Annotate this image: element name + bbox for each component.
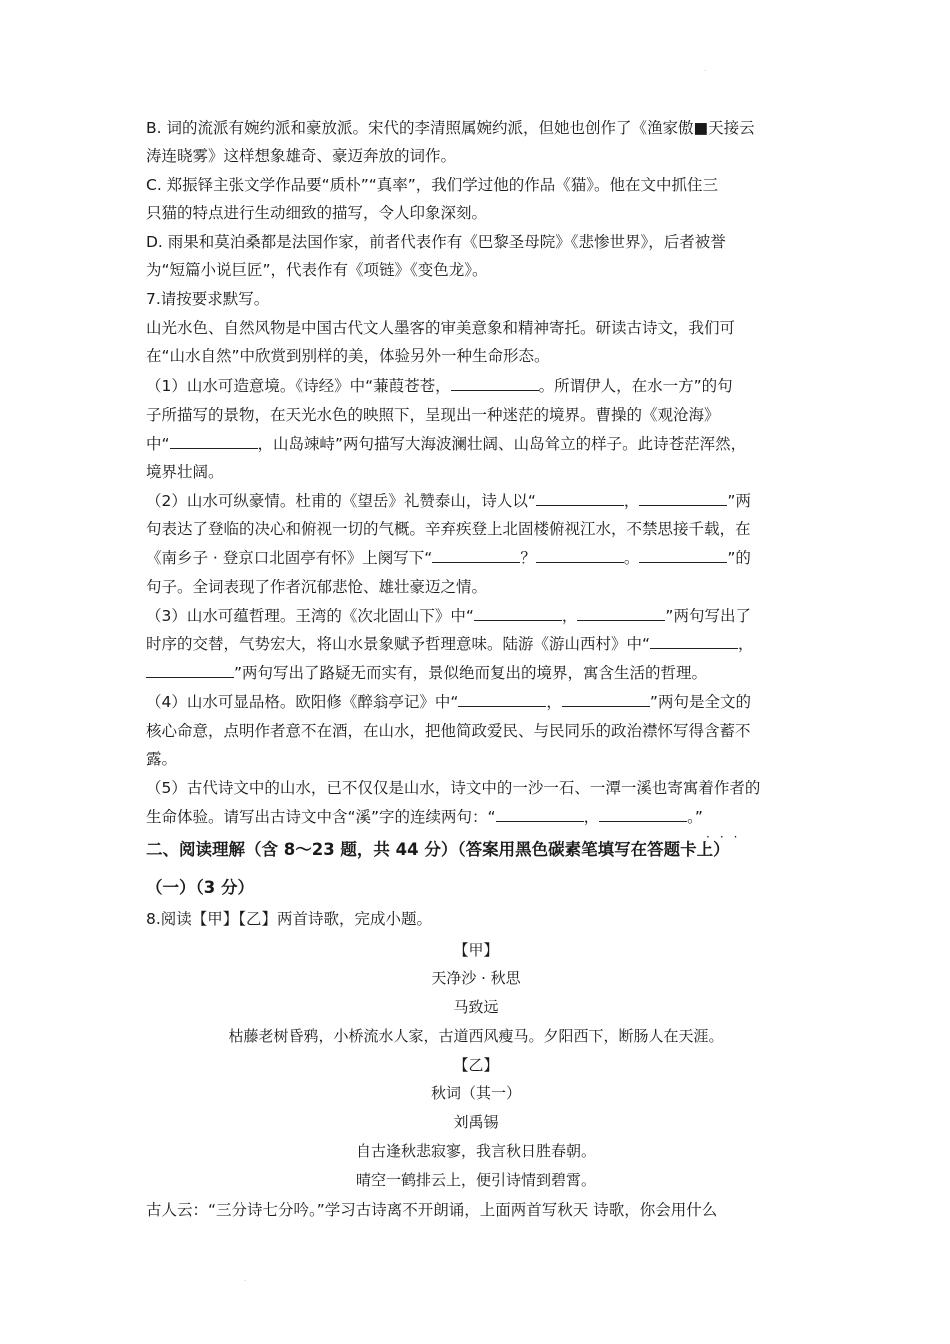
part-1-text: ，山岛竦峙”两句描写大海波澜壮阔、山岛耸立的样子。此诗苍茫浑然，	[257, 435, 747, 453]
part-2-line-1	[146, 491, 806, 511]
subsection-1-heading: （一）（3 分）	[146, 878, 254, 897]
part-1-text: 中“	[146, 435, 170, 453]
intro-line-1: 山光水色、自然风物是中国古代文人墨客的审美意象和精神寄托。研读古诗文，我们可	[146, 319, 736, 337]
part-2-line-3	[146, 548, 806, 568]
answer-blank[interactable]	[536, 491, 624, 506]
answer-blank[interactable]	[496, 807, 584, 822]
option-b-line-2: 涛连晓雾》这样想象雄奇、豪迈奔放的词作。	[146, 147, 457, 165]
part-3-text: 时序的交替，气势宏大，将山水景象赋予哲理意味。陆游《游山西村》中“	[146, 635, 651, 653]
poem-yi-line-2: 晴空一鹤排云上，便引诗情到碧霄。	[355, 1171, 596, 1189]
part-2-text: 。	[623, 549, 640, 567]
part-3-text: ，	[561, 607, 578, 625]
scan-speck: .	[244, 1276, 246, 1283]
part-2-line-2: 句表达了登临的决心和俯视一切的气概。辛弃疾登上北固楼俯视江水，不禁思接千载，在	[146, 520, 751, 538]
poem-yi-line-1: 自古逢秋悲寂寥，我言秋日胜春朝。	[355, 1142, 596, 1160]
poem-yi-label: 【乙】	[453, 1056, 499, 1074]
question-8-title: 8.阅读【甲】【乙】两首诗歌，完成小题。	[146, 910, 433, 928]
poem-jia-label: 【甲】	[453, 941, 499, 959]
bottom-question-line: 古人云：“三分诗七分吟。”学习古诗离不开朗诵，上面两首写秋天 诗歌，你会用什么	[146, 1201, 718, 1219]
answer-blank[interactable]	[170, 434, 258, 449]
part-3-text: ，	[738, 635, 754, 653]
poem-yi-author: 刘禹锡	[453, 1113, 499, 1131]
part-3-line-2	[146, 634, 806, 654]
part-1-line-2: 子所描写的景物，在天光水色的映照下，呈现出一种迷茫的境界。曹操的《观沧海》	[146, 406, 720, 424]
part-4-line-1	[146, 692, 806, 712]
part-2-text: ”两	[727, 492, 751, 510]
part-5-text: 。”	[687, 808, 703, 826]
part-2-text: 《南乡子 · 登京口北固亭有怀》上阕写下“	[146, 549, 433, 567]
part-1-line-4: 境界壮阔。	[146, 463, 224, 481]
answer-blank[interactable]	[639, 491, 727, 506]
answer-blank[interactable]	[577, 606, 665, 621]
section-2-heading: 二、阅读理解（含 8～23 题，共 44 分）（答案用黑色碳素笔填写在答题卡上）	[146, 840, 730, 859]
part-1-line-3	[146, 434, 806, 454]
answer-blank[interactable]	[599, 807, 687, 822]
part-2-text: ，	[623, 492, 640, 510]
part-5-line-2	[146, 807, 806, 827]
poem-jia-title: 天净沙 · 秋思	[431, 969, 521, 987]
poem-jia-text: 枯藤老树昏鸦，小桥流水人家，古道西风瘦马。夕阳西下，断肠人在天涯。	[228, 1027, 724, 1045]
option-d-line-1: D. 雨果和莫泊桑都是法国作家，前者代表作有《巴黎圣母院》《悲惨世界》，后者被誉	[146, 233, 726, 251]
answer-blank[interactable]	[474, 606, 562, 621]
part-4-line-3: 露。	[146, 750, 178, 768]
part-2-text: （2）山水可纵豪情。杜甫的《望岳》礼赞泰山，诗人以“	[146, 492, 536, 510]
option-c-line-2: 只猫的特点进行生动细致的描写，令人印象深刻。	[146, 204, 488, 222]
part-2-text: ？	[520, 549, 536, 567]
option-d-line-2: 为“短篇小说巨匠”，代表作有《项链》《变色龙》。	[146, 261, 488, 279]
answer-blank[interactable]	[639, 548, 727, 563]
answer-blank[interactable]	[458, 692, 546, 707]
part-4-text: （4）山水可显品格。欧阳修《醉翁亭记》中“	[146, 693, 459, 711]
part-3-text: ”两句写出了路疑无而实有，景似绝而复出的境界，寓含生活的哲理。	[234, 664, 708, 682]
part-4-line-2: 核心命意，点明作者意不在酒，在山水，把他简政爱民、与民同乐的政治襟怀写得含蓄不	[146, 722, 751, 740]
part-1-text: （1）山水可造意境。《诗经》中“蒹葭苍苍，	[146, 377, 451, 395]
answer-blank[interactable]	[536, 548, 624, 563]
option-b-line-1: B. 词的流派有婉约派和豪放派。宋代的李清照属婉约派，但她也创作了《渔家傲■天接云	[146, 119, 755, 137]
poem-yi-title: 秋词（其一）	[430, 1084, 521, 1102]
part-3-line-3	[146, 663, 806, 683]
part-4-text: ，	[546, 693, 562, 711]
scan-speck: .	[704, 66, 706, 73]
question-7-title: 7.请按要求默写。	[146, 290, 270, 308]
part-1-line-1	[146, 376, 806, 396]
answer-blank[interactable]	[146, 663, 234, 678]
part-2-text: ”的	[727, 549, 751, 567]
emphasis-dots: ···	[706, 830, 748, 844]
part-3-text: （3）山水可蕴哲理。王湾的《次北固山下》中“	[146, 607, 474, 625]
answer-blank[interactable]	[562, 692, 650, 707]
answer-blank[interactable]	[451, 376, 539, 391]
part-5-text: 生命体验。请写出古诗文中含“溪”字的连续两句：“	[146, 808, 496, 826]
part-5-line-1: （5）古代诗文中的山水，已不仅仅是山水，诗文中的一沙一石、一潭一溪也寄寓着作者的	[146, 779, 761, 797]
answer-blank[interactable]	[650, 634, 738, 649]
part-4-text: ”两句是全文的	[649, 693, 751, 711]
part-2-line-4: 句子。全词表现了作者沉郁悲怆、雄壮豪迈之情。	[146, 578, 488, 596]
part-1-text: 。所谓伊人，在水一方”的句	[538, 377, 733, 395]
poem-jia-author: 马致远	[453, 998, 499, 1016]
answer-blank[interactable]	[432, 548, 520, 563]
part-5-text: ，	[583, 808, 600, 826]
intro-line-2: 在“山水自然”中欣赏到别样的美，体验另外一种生命形态。	[146, 347, 550, 365]
part-3-line-1	[146, 606, 806, 626]
part-3-text: ”两句写出了	[665, 607, 751, 625]
option-c-line-1: C. 郑振铎主张文学作品要“质朴”“真率”，我们学过他的作品《猫》。他在文中抓住三	[146, 176, 719, 194]
